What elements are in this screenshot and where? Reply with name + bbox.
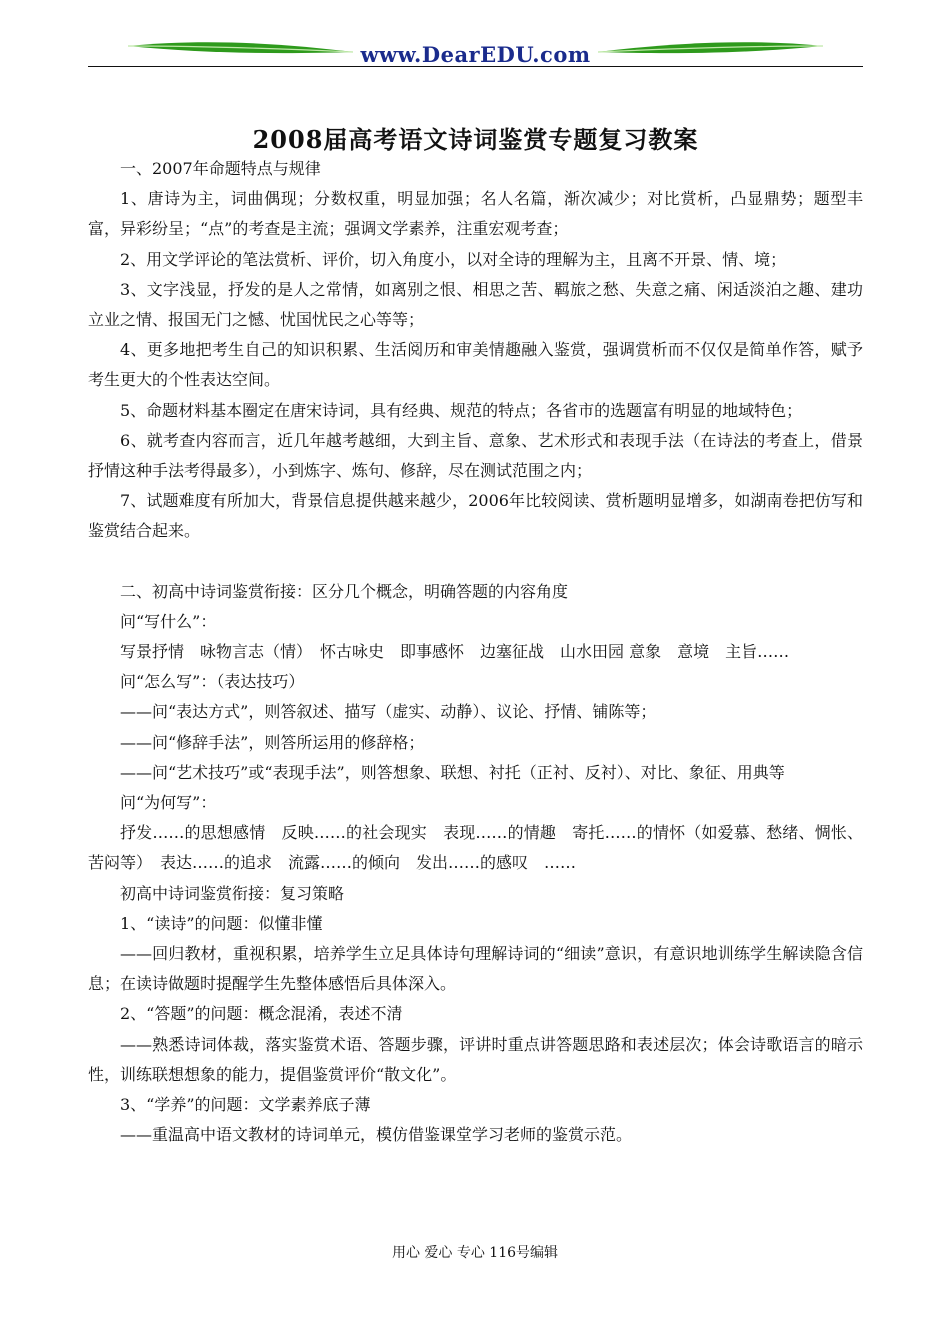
paragraph: 7、试题难度有所加大，背景信息提供越来越少，2006年比较阅读、赏析题明显增多，如湖南卷把仿写和鉴赏结合起来。 xyxy=(88,491,863,541)
paragraph: 问“怎么写”：（表达技巧） xyxy=(120,672,305,692)
header-divider xyxy=(88,66,863,67)
paragraph: 写景抒情 咏物言志（情） 怀古咏史 即事感怀 边塞征战 山水田园 意象 意境 主旨…… xyxy=(120,642,790,662)
paragraph: 问“为何写”： xyxy=(120,793,217,813)
paragraph: 6、就考查内容而言，近几年越考越细，大到主旨、意象、艺术形式和表现手法（在诗法的考查上，借景抒情这种手法考得最多），小到炼字、炼句、修辞，尽在测试范围之内； xyxy=(88,430,863,481)
paragraph: ——熟悉诗词体裁，落实鉴赏术语、答题步骤，评讲时重点讲答题思路和表述层次；体会诗歌语言的暗示性，训练联想想象的能力，提倡鉴赏评价“散文化”。 xyxy=(88,1034,863,1084)
page-footer: 用心 爱心 专心 116号编辑 xyxy=(391,1245,559,1261)
paragraph: 1、唐诗为主，词曲偶现；分数权重，明显加强；名人名篇，渐次减少；对比赏析，凸显鼎势；题型丰富，异彩纷呈；“点”的考查是主流；强调文学素养，注重宏观考查； xyxy=(88,189,863,239)
paragraph: ——重温高中语文教材的诗词单元，模仿借鉴课堂学习老师的鉴赏示范。 xyxy=(120,1125,633,1145)
paragraph: 2、“答题”的问题：概念混淆，表述不清 xyxy=(120,1004,403,1024)
paragraph: 二、初高中诗词鉴赏衔接：区分几个概念，明确答题的内容角度 xyxy=(120,581,569,601)
paragraph: 4、更多地把考生自己的知识积累、生活阅历和审美情趣融入鉴赏，强调赏析而不仅仅是简单作答，赋予考生更大的个性表达空间。 xyxy=(88,340,863,390)
paragraph: ——回归教材，重视积累，培养学生立足具体诗句理解诗词的“细读”意识，有意识地训练学生解读隐含信息；在读诗做题时提醒学生先整体感悟后具体深入。 xyxy=(88,944,863,994)
paragraph: 3、“学养”的问题：文学素养底子薄 xyxy=(120,1095,371,1115)
document-title: 2008届高考语文诗词鉴赏专题复习教案 xyxy=(252,125,699,154)
paragraph: 2、用文学评论的笔法赏析、评价，切入角度小，以对全诗的理解为主，且离不开景、情、境； xyxy=(120,249,787,269)
paragraph: 抒发……的思想感情 反映……的社会现实 表现……的情趣 寄托……的情怀（如爱慕、愁绪、惆怅、苦闷等） 表达……的追求 流露……的倾向 发出……的感叹 …… xyxy=(88,823,863,873)
blank-line xyxy=(88,547,863,577)
paragraph: 初高中诗词鉴赏衔接：复习策略 xyxy=(120,883,345,903)
paragraph: 5、命题材料基本圈定在唐宋诗词，具有经典、规范的特点；各省市的选题富有明显的地域特色； xyxy=(120,400,803,420)
paragraph: 1、“读诗”的问题：似懂非懂 xyxy=(120,913,323,933)
paragraph: ——问“艺术技巧”或“表现手法”，则答想象、联想、衬托（正衬、反衬）、对比、象征、用典等 xyxy=(120,762,785,782)
site-logo: www.DearEDU.com xyxy=(360,42,591,67)
paragraph: ——问“表达方式”，则答叙述、描写（虚实、动静）、议论、抒情、铺陈等； xyxy=(120,702,657,722)
paragraph: 一、2007年命题特点与规律 xyxy=(120,159,321,178)
paragraph: 3、文字浅显，抒发的是人之常情，如离别之恨、相思之苦、羁旅之愁、失意之痛、闲适淡泊之趣、建功立业之情、报国无门之憾、忧国忧民之心等等； xyxy=(88,279,863,330)
paragraph: 问“写什么”： xyxy=(120,611,217,631)
paragraph: ——问“修辞手法”，则答所运用的修辞格； xyxy=(120,732,425,752)
document-body xyxy=(88,154,863,1151)
